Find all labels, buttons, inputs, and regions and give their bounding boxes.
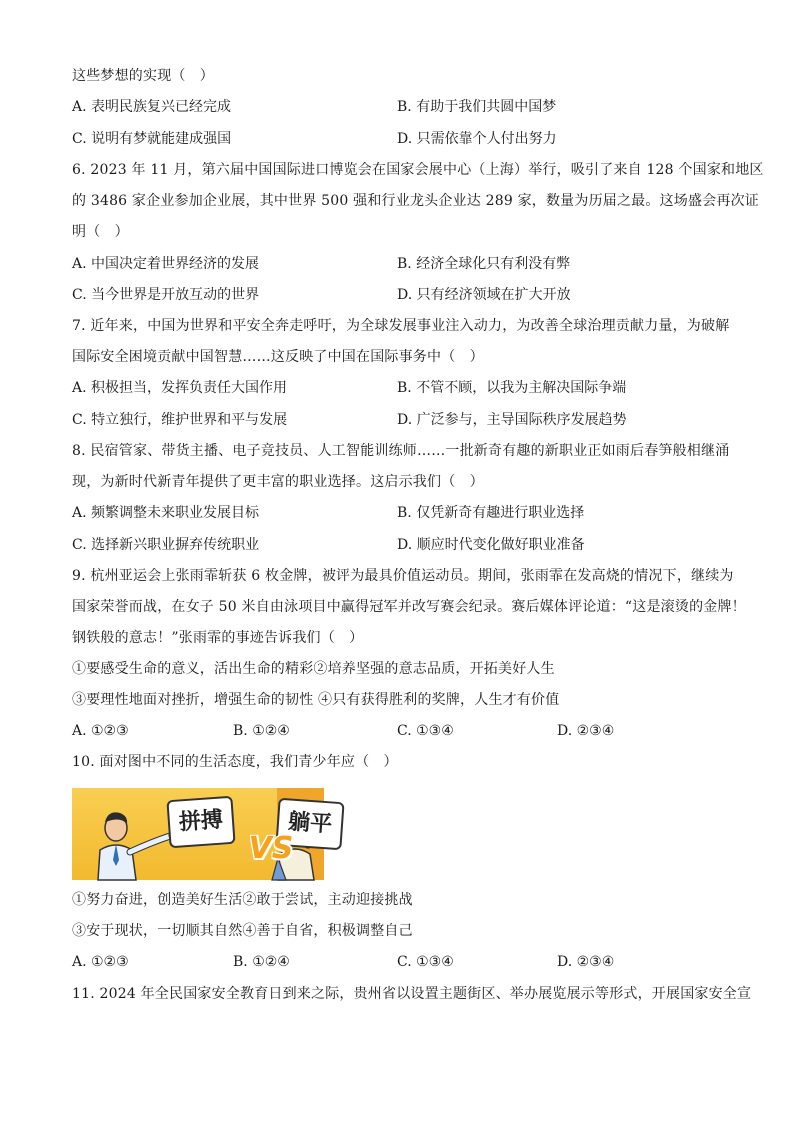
- q7-stem-line1: 7. 近年来，中国为世界和平安全奔走呼吁，为全球发展事业注入动力，为改善全球治理贡献力量，为破解: [72, 318, 730, 334]
- q5-option-b: B. 有助于我们共圆中国梦: [397, 99, 557, 115]
- q9-option-b: B. ①②④: [233, 723, 290, 739]
- q7-option-c: C. 特立独行，维护世界和平与发展: [72, 412, 288, 428]
- q8-stem-line2: 现，为新时代新青年提供了更丰富的职业选择。这启示我们（ ）: [72, 474, 484, 490]
- q11-stem-line1: 11. 2024 年全民国家安全教育日到来之际，贵州省以设置主题街区、举办展览展示等形式，开展国家安全宣: [72, 986, 752, 1002]
- q10-stem: 10. 面对图中不同的生活态度，我们青少年应（ ）: [72, 754, 398, 770]
- q6-stem-line2: 的 3486 家企业参加企业展，其中世界 500 强和行业龙头企业达 289 家，数量为历届之最。这场盛会再次证: [72, 193, 759, 209]
- q5-option-a: A. 表明民族复兴已经完成: [72, 99, 232, 115]
- q9-option-a: A. ①②③: [72, 723, 129, 739]
- q9-statement-3-4: ③要理性地面对挫折，增强生命的韧性 ④只有获得胜利的奖牌，人生才有价值: [72, 692, 560, 708]
- q10-option-c: C. ①③④: [397, 954, 454, 970]
- q10-statement-1-2: ①努力奋进，创造美好生活②敢于尝试，主动迎接挑战: [72, 892, 413, 908]
- q5-option-c: C. 说明有梦就能建成强国: [72, 131, 232, 147]
- q6-stem-line1: 6. 2023 年 11 月，第六届中国国际进口博览会在国家会展中心（上海）举行，吸引了来自 128 个国家和地区: [72, 162, 764, 178]
- q10-option-d: D. ②③④: [557, 954, 615, 970]
- q9-stem-line3: 钢铁般的意志！”张雨霏的事迹告诉我们（ ）: [72, 630, 364, 646]
- q7-option-b: B. 不管不顾，以我为主解决国际争端: [397, 380, 627, 396]
- q10-option-a: A. ①②③: [72, 954, 129, 970]
- q5-option-d: D. 只需依靠个人付出努力: [397, 131, 557, 147]
- q8-option-d: D. 顺应时代变化做好职业准备: [397, 537, 585, 553]
- q6-option-a: A. 中国决定着世界经济的发展: [72, 256, 260, 272]
- vs-label: VS: [248, 831, 294, 866]
- q9-statement-1-2: ①要感受生命的意义，活出生命的精彩②培养坚强的意志品质，开拓美好人生: [72, 661, 555, 677]
- q6-option-b: B. 经济全球化只有利没有弊: [397, 256, 571, 272]
- q6-option-d: D. 只有经济领域在扩大开放: [397, 287, 571, 303]
- q10-option-b: B. ①②④: [233, 954, 290, 970]
- q6-option-c: C. 当今世界是开放互动的世界: [72, 287, 260, 303]
- q9-option-d: D. ②③④: [557, 723, 615, 739]
- q10-illustration: [72, 788, 333, 880]
- bubble-left-word: 拼搏: [166, 796, 235, 848]
- q8-stem-line1: 8. 民宿管家、带货主播、电子竞技员、人工智能训练师……一批新奇有趣的新职业正如雨后春笋般相继涌: [72, 443, 730, 459]
- bubble-right-word: 躺平: [275, 798, 344, 850]
- q9-option-c: C. ①③④: [397, 723, 454, 739]
- q7-option-a: A. 积极担当，发挥负责任大国作用: [72, 380, 288, 396]
- q6-stem-line3: 明（ ）: [72, 224, 129, 240]
- q8-option-b: B. 仅凭新奇有趣进行职业选择: [397, 505, 585, 521]
- q9-stem-line2: 国家荣誉而战，在女子 50 米自由泳项目中赢得冠军并改写赛会纪录。赛后媒体评论道：“这是滚烫的金牌！: [72, 599, 746, 615]
- q10-statement-3-4: ③安于现状，一切顺其自然④善于自省，积极调整自己: [72, 923, 413, 939]
- q7-option-d: D. 广泛参与，主导国际秩序发展趋势: [397, 412, 627, 428]
- q7-stem-line2: 国际安全困境贡献中国智慧……这反映了中国在国际事务中（ ）: [72, 349, 484, 365]
- q8-option-c: C. 选择新兴职业摒弃传统职业: [72, 537, 260, 553]
- q9-stem-line1: 9. 杭州亚运会上张雨霏斩获 6 枚金牌，被评为最具价值运动员。期间，张雨霏在发高烧的情况下，继续为: [72, 568, 734, 584]
- q5-stem-tail: 这些梦想的实现（ ）: [72, 68, 214, 84]
- q8-option-a: A. 频繁调整未来职业发展目标: [72, 505, 260, 521]
